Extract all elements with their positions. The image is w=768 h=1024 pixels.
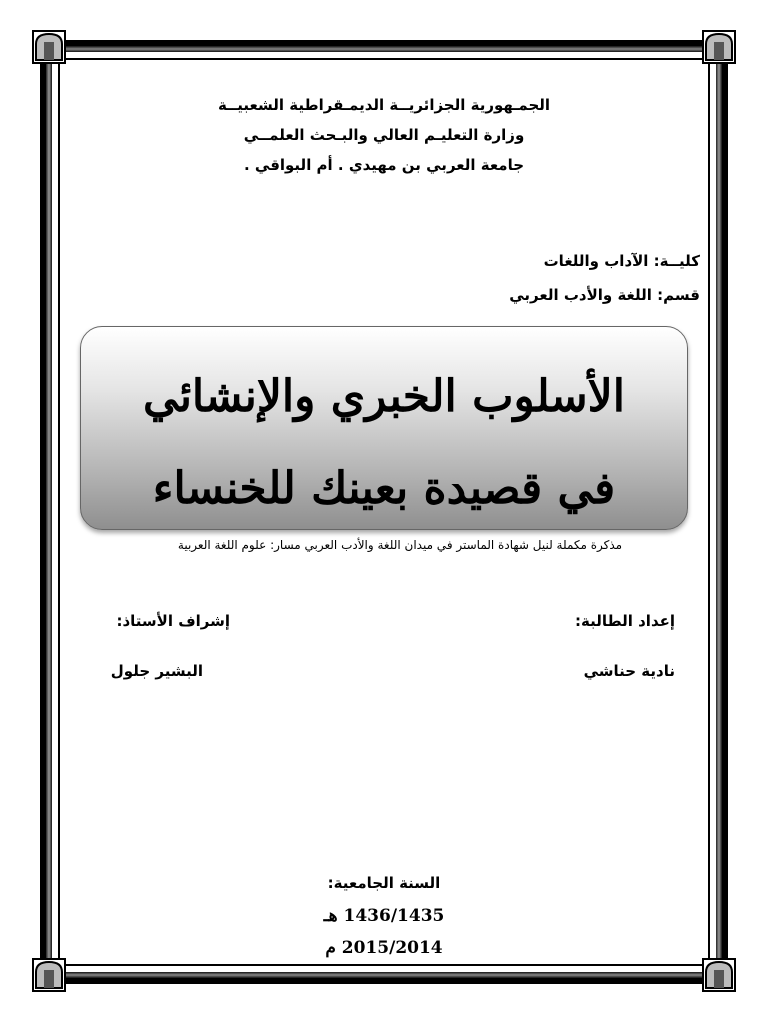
academic-year-hijri: 1436/1435 هـ bbox=[323, 906, 445, 926]
border-bar-right bbox=[716, 48, 722, 976]
institution-header bbox=[100, 90, 668, 180]
supervisor-label: إشراف الأستاذ: bbox=[116, 612, 230, 630]
student-label: إعداد الطالبة: bbox=[575, 612, 675, 630]
supervisor-name: البشير جلول bbox=[110, 662, 203, 680]
university-name: جامعة العربي بن مهيدي . أم البواقي . bbox=[243, 156, 525, 174]
title-panel bbox=[80, 326, 688, 530]
border-bar-bottom bbox=[48, 972, 720, 978]
thesis-title-line-2: في قصيدة بعينك للخنساء bbox=[152, 463, 616, 514]
department-line: قسم: اللغة والأدب العربي bbox=[509, 286, 700, 304]
thesis-subtitle: مذكرة مكملة لنيل شهادة الماستر في ميدان اللغة والأدب العربي مسار: علوم اللغة العربية bbox=[177, 538, 623, 552]
corner-ornament-icon bbox=[32, 30, 66, 64]
ministry-name: وزارة التعليـم العالي والبـحث العلمــي bbox=[243, 126, 525, 144]
faculty-line: كليــة: الآداب واللغات bbox=[543, 252, 700, 270]
academic-year-label: السنة الجامعية: bbox=[327, 874, 441, 892]
corner-ornament-icon bbox=[702, 958, 736, 992]
thesis-title-line-1: الأسلوب الخبري والإنشائي bbox=[143, 371, 625, 422]
academic-year-gregorian: 2015/2014 م bbox=[325, 938, 443, 958]
border-bar-left bbox=[46, 48, 52, 976]
corner-ornament-icon bbox=[32, 958, 66, 992]
border-bar-top bbox=[48, 46, 720, 52]
republic-name: الجمـهورية الجزائريــة الديمـقراطية الشعبيــة bbox=[217, 96, 551, 114]
corner-ornament-icon bbox=[702, 30, 736, 64]
student-name: نادية حناشي bbox=[583, 662, 675, 680]
